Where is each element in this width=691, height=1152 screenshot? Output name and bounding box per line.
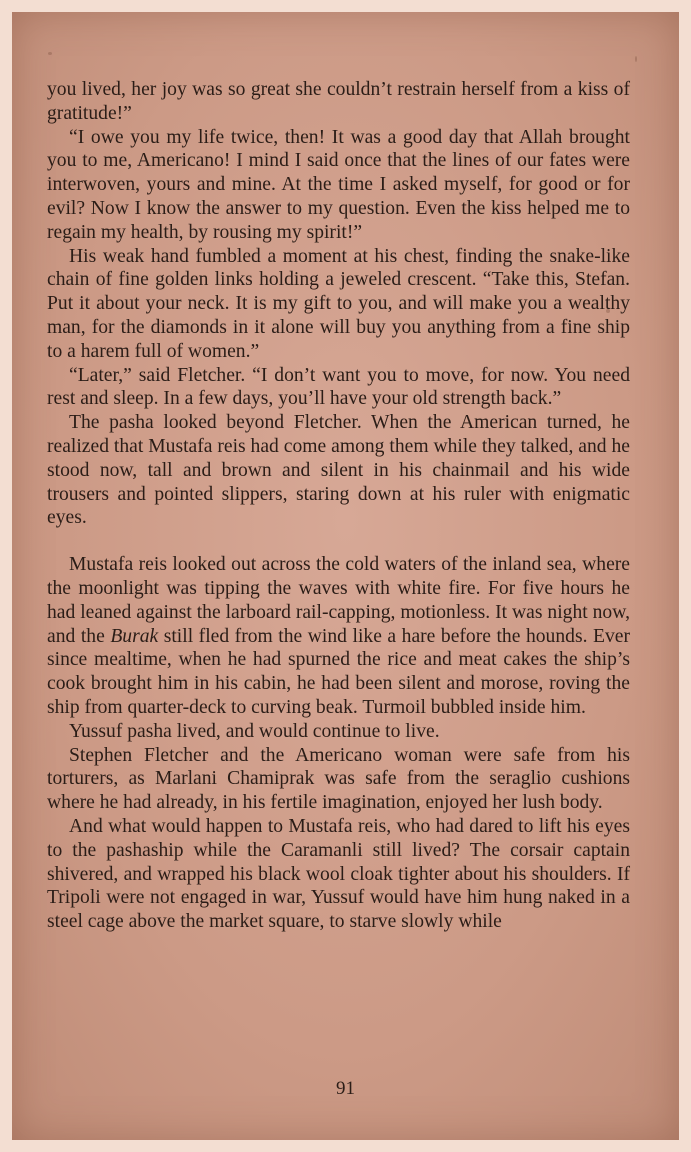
paragraph: “I owe you my life twice, then! It was a good day that Allah brought you to me, Americano! I mind I said once that the lines of our fates were interwoven, yours and mine. At the time I asked myself, for good or for evil? Now I know the answer to my question. Even the kiss helped me to regain my health, by rousing my spirit!”	[47, 126, 630, 243]
body-text	[47, 78, 630, 934]
ink-speck	[48, 52, 52, 55]
ink-speck	[635, 56, 637, 62]
section-break	[47, 530, 630, 553]
paragraph: Yussuf pasha lived, and would continue to live.	[69, 720, 440, 742]
paragraph-text: still fled from the wind like a hare before the hounds. Ever since mealtime, when he had spurned the rice and meat cakes the ship’s cook brought him in his cabin, he had been silent and morose, roving the ship from quarter-deck to curving beak. Turmoil bubbled inside him.	[47, 625, 630, 718]
paragraph: And what would happen to Mustafa reis, who had dared to lift his eyes to the pashaship while the Caramanli still lived? The corsair captain shivered, and wrapped his black wool cloak tighter about his shoulders. If Tripoli were not engaged in war, Yussuf would have him hung naked in a steel cage above the market square, to starve slowly while	[47, 815, 630, 933]
paragraph-text: Mustafa reis looked out across the cold waters of the inland sea, where the moonlight was tipping the waves with white fire. For five hours he had leaned against the larboard rail-capping, motionless. It was night now, and the	[47, 554, 630, 647]
paragraph: Stephen Fletcher and the Americano woman were safe from his torturers, as Marlani Chamiprak was safe from the seraglio cushions where he had already, in his fertile imagination, enjoyed her lush body.	[47, 744, 630, 814]
page-number: 91	[336, 1078, 355, 1099]
paragraph	[47, 553, 630, 720]
paragraph: “Later,” said Fletcher. “I don’t want you to move, for now. You need rest and sleep. In a few days, you’ll have your old strength back.”	[47, 364, 630, 410]
paragraph: you lived, her joy was so great she couldn’t restrain herself from a kiss of gratitude!”	[47, 79, 630, 124]
paragraph: The pasha looked beyond Fletcher. When the American turned, he realized that Mustafa reis had come among them while they talked, and he stood now, tall and brown and silent in his chainmail and his wide trousers and pointed slippers, staring down at his ruler with enigmatic eyes.	[47, 412, 630, 529]
paragraph: His weak hand fumbled a moment at his chest, finding the snake-like chain of fine golden links holding a jeweled crescent. “Take this, Stefan. Put it about your neck. It is my gift to you, and will make you a wealthy man, for the diamonds in it alone will buy you anything from a fine ship to a harem full of women.”	[47, 245, 630, 362]
ship-name: Burak	[110, 625, 159, 647]
